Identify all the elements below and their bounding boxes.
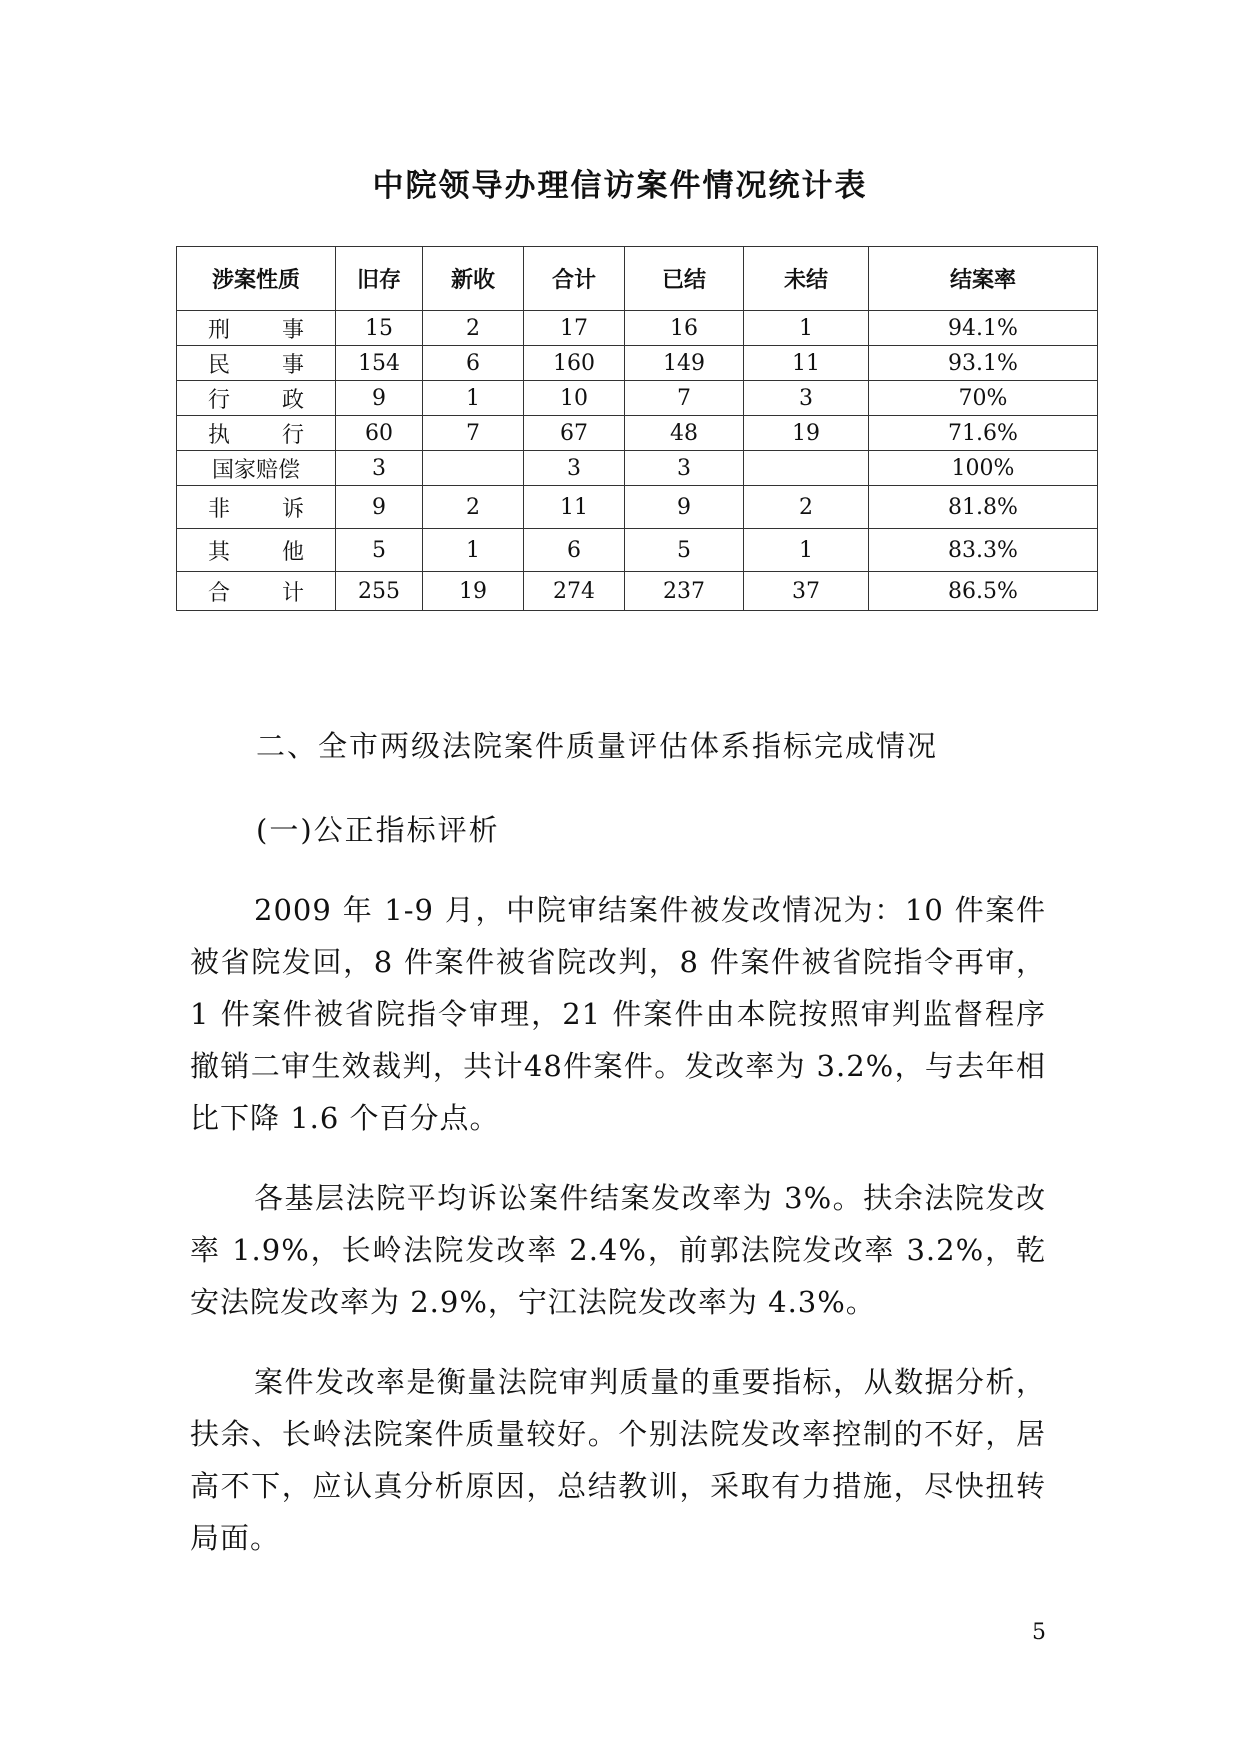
petition-cases-table	[176, 246, 1098, 611]
cell-closed: 48	[625, 416, 744, 451]
row-label: 其 他	[177, 529, 336, 572]
cell-new: 6	[423, 346, 524, 381]
cell-new: 2	[423, 311, 524, 346]
cell-new: 7	[423, 416, 524, 451]
header-closed: 已结	[625, 247, 744, 311]
cell-closed: 7	[625, 381, 744, 416]
cell-new: 1	[423, 381, 524, 416]
cell-open: 1	[744, 529, 869, 572]
cell-closed: 237	[625, 572, 744, 611]
header-rate: 结案率	[869, 247, 1098, 311]
row-label: 国家赔偿	[177, 451, 336, 486]
cell-closed: 9	[625, 486, 744, 529]
cell-total: 17	[524, 311, 625, 346]
cell-rate: 70%	[869, 381, 1098, 416]
cell-closed: 3	[625, 451, 744, 486]
header-open: 未结	[744, 247, 869, 311]
cell-open: 3	[744, 381, 869, 416]
cell-total: 3	[524, 451, 625, 486]
header-old: 旧存	[336, 247, 423, 311]
cell-open: 11	[744, 346, 869, 381]
cell-total: 274	[524, 572, 625, 611]
cell-old: 60	[336, 416, 423, 451]
row-label: 行 政	[177, 381, 336, 416]
cell-open: 19	[744, 416, 869, 451]
table-row	[177, 381, 1098, 416]
sub-heading: (一)公正指标评析	[256, 813, 500, 847]
cell-closed: 5	[625, 529, 744, 572]
cell-rate: 100%	[869, 451, 1098, 486]
table-row	[177, 486, 1098, 529]
paragraph-3: 案件发改率是衡量法院审判质量的重要指标，从数据分析，扶余、长岭法院案件质量较好。个别法院发改率控制的不好，居高不下，应认真分析原因，总结教训，采取有力措施，尽快扭转局面。	[190, 1365, 1046, 1555]
table-title: 中院领导办理信访案件情况统计表	[372, 168, 868, 204]
table-row	[177, 311, 1098, 346]
cell-open: 1	[744, 311, 869, 346]
row-label: 非 诉	[177, 486, 336, 529]
cell-total: 6	[524, 529, 625, 572]
cell-old: 3	[336, 451, 423, 486]
cell-total: 160	[524, 346, 625, 381]
row-label: 民 事	[177, 346, 336, 381]
header-total: 合计	[524, 247, 625, 311]
section-heading: 二、全市两级法院案件质量评估体系指标完成情况	[256, 729, 939, 763]
cell-closed: 16	[625, 311, 744, 346]
cell-rate: 81.8%	[869, 486, 1098, 529]
cell-new: 19	[423, 572, 524, 611]
header-case-type: 涉案性质	[177, 247, 336, 311]
cell-new: 2	[423, 486, 524, 529]
cell-old: 15	[336, 311, 423, 346]
page-number: 5	[1032, 1620, 1046, 1645]
cell-new	[423, 451, 524, 486]
table-row	[177, 416, 1098, 451]
cell-total: 67	[524, 416, 625, 451]
paragraph-1: 2009 年 1-9 月，中院审结案件被发改情况为：10 件案件被省院发回，8 件案件被省院改判，8 件案件被省院指令再审，1 件案件被省院指令审理，21 件案件由本院按照审判监督程序撤销二审生效裁判，共计48件案件。发改率为 3.2%，与去年相比下降 1.6 个百分点。	[190, 893, 1046, 1135]
table-header-row	[177, 247, 1098, 311]
table-row	[177, 451, 1098, 486]
cell-rate: 71.6%	[869, 416, 1098, 451]
cell-open: 2	[744, 486, 869, 529]
paragraph-2: 各基层法院平均诉讼案件结案发改率为 3%。扶余法院发改率 1.9%，长岭法院发改率 2.4%，前郭法院发改率 3.2%，乾安法院发改率为 2.9%，宁江法院发改率为 4.3%。	[190, 1181, 1046, 1319]
row-label: 刑 事	[177, 311, 336, 346]
cell-closed: 149	[625, 346, 744, 381]
row-label: 执 行	[177, 416, 336, 451]
cell-total: 11	[524, 486, 625, 529]
cell-old: 154	[336, 346, 423, 381]
table-row	[177, 572, 1098, 611]
cell-new: 1	[423, 529, 524, 572]
table-row	[177, 529, 1098, 572]
cell-rate: 83.3%	[869, 529, 1098, 572]
table-row	[177, 346, 1098, 381]
cell-old: 9	[336, 486, 423, 529]
cell-old: 255	[336, 572, 423, 611]
cell-rate: 94.1%	[869, 311, 1098, 346]
cell-open: 37	[744, 572, 869, 611]
cell-rate: 93.1%	[869, 346, 1098, 381]
cell-total: 10	[524, 381, 625, 416]
cell-open	[744, 451, 869, 486]
cell-rate: 86.5%	[869, 572, 1098, 611]
header-new: 新收	[423, 247, 524, 311]
cell-old: 5	[336, 529, 423, 572]
row-label: 合 计	[177, 572, 336, 611]
cell-old: 9	[336, 381, 423, 416]
